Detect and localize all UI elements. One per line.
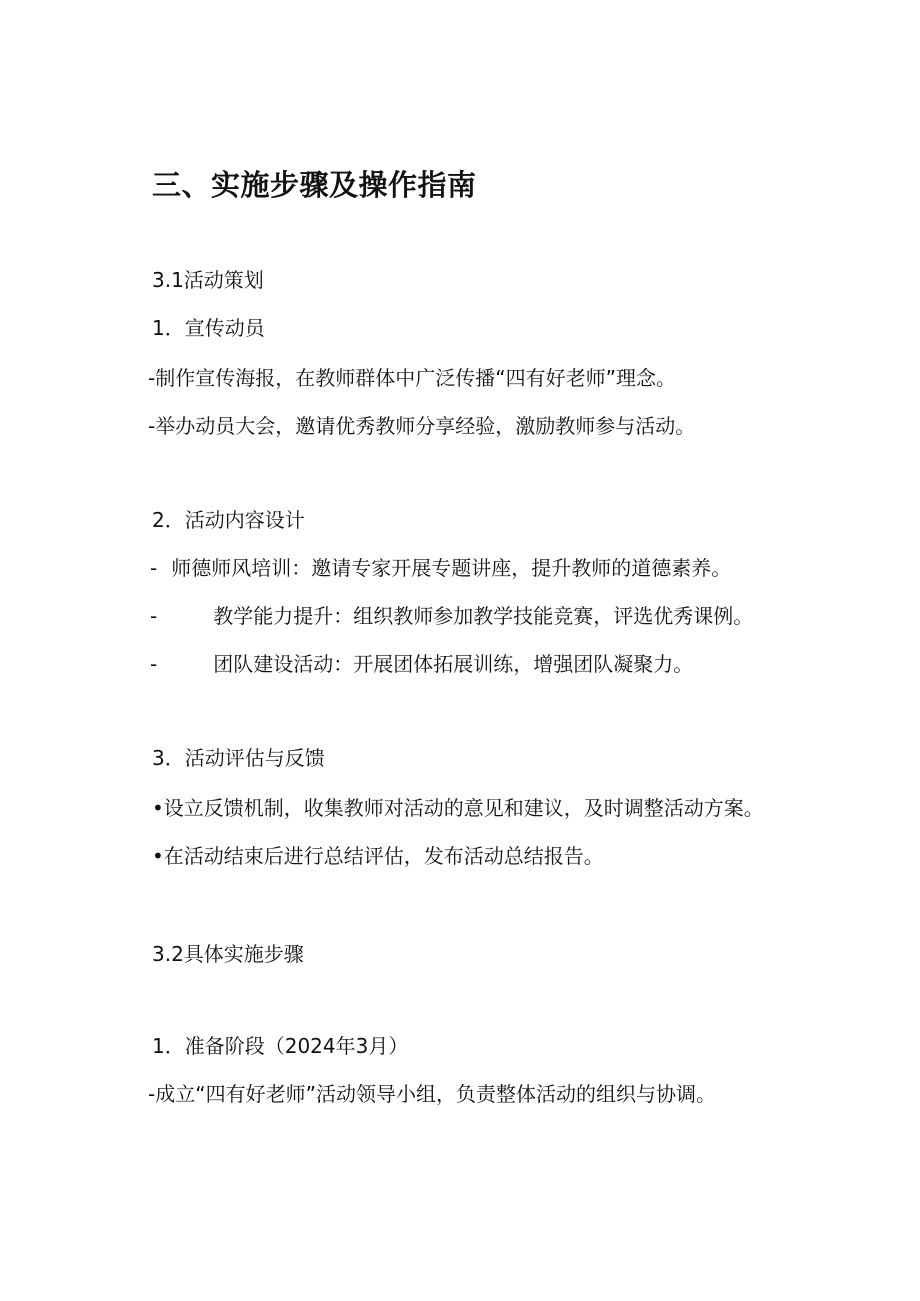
dash-marker: - xyxy=(150,652,158,676)
section-heading-3-2: 3.2具体实施步骤 xyxy=(152,942,304,966)
paragraph-line: -举办动员大会，邀请优秀教师分享经验，激励教师参与活动。 xyxy=(148,414,696,438)
item-heading-content-design: 2．活动内容设计 xyxy=(152,508,305,532)
dash-marker: - xyxy=(150,556,158,580)
list-item xyxy=(150,602,753,630)
item-heading-publicity: 1．宣传动员 xyxy=(152,316,265,340)
list-item xyxy=(150,554,731,582)
item-heading-preparation: 1．准备阶段（2024年3月） xyxy=(152,1034,409,1058)
dash-marker: - xyxy=(150,604,158,628)
section-heading-3-1: 3.1活动策划 xyxy=(152,268,264,292)
list-item-text: 团队建设活动：开展团体拓展训练，增强团队凝聚力。 xyxy=(213,652,694,676)
list-item-text: 师德师风培训：邀请专家开展专题讲座，提升教师的道德素养。 xyxy=(171,556,732,580)
item-heading-evaluation: 3．活动评估与反馈 xyxy=(152,746,325,770)
page-title: 三、实施步骤及操作指南 xyxy=(152,168,477,202)
paragraph-line: -成立“四有好老师”活动领导小组，负责整体活动的组织与协调。 xyxy=(148,1082,716,1106)
list-item-text: 教学能力提升：组织教师参加教学技能竞赛，评选优秀课例。 xyxy=(213,604,754,628)
paragraph-line: •设立反馈机制，收集教师对活动的意见和建议，及时调整活动方案。 xyxy=(152,796,764,820)
list-item xyxy=(150,650,693,678)
paragraph-line: •在活动结束后进行总结评估，发布活动总结报告。 xyxy=(152,844,604,868)
paragraph-line: -制作宣传海报，在教师群体中广泛传播“四有好老师”理念。 xyxy=(148,366,676,390)
